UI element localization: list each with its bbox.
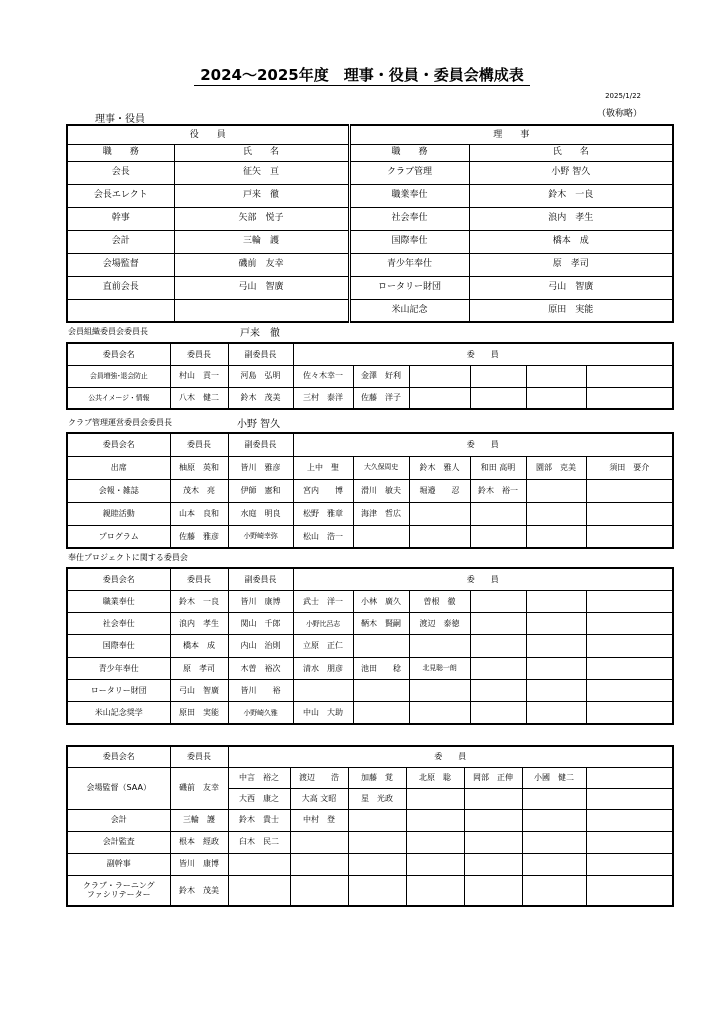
member-name [526,525,586,548]
member-name [586,657,673,679]
committee-name: 公共イメージ・情報 [67,387,170,409]
member-name [522,853,586,875]
committee-header: 委員会名 [67,746,170,767]
committee-name: 米山記念奨学 [67,702,170,724]
chair-header: 委員長 [170,433,228,456]
vice-chair-name: 皆川 康博 [228,590,293,612]
membership-section-label: 会員組織委員会委員長 [68,327,148,336]
member-name [348,831,406,853]
member-name [470,657,526,679]
table-row [67,657,673,679]
member-name [586,788,673,809]
member-name [470,525,526,548]
member-name [293,679,353,701]
member-name: 立原 正仁 [293,635,353,657]
chair-name: 村山 貢一 [170,365,228,387]
member-name: 星 光政 [348,788,406,809]
table-row [67,702,673,724]
directors-header: 理 事 [349,125,673,144]
committee-name-line: ファシリテーター [86,890,151,900]
director-role: ロータリー財団 [349,276,469,299]
committee-name: 副幹事 [67,853,170,875]
chair-name: 鈴木 一良 [170,590,228,612]
member-name: 和田 高明 [470,456,526,479]
member-name [406,831,464,853]
chair-name: 原田 実能 [170,702,228,724]
member-name: 中言 裕之 [228,767,290,788]
member-name [464,875,522,906]
chair-name: 八木 健二 [170,387,228,409]
member-name [353,525,409,548]
member-name [586,365,673,387]
member-name [409,525,470,548]
table-row [67,831,673,853]
vice-chair-name: 皆川 雅彦 [228,456,293,479]
member-name: 佐々木幸一 [293,365,353,387]
member-name [586,875,673,906]
committee-name [67,875,170,906]
committee-name: 会計監査 [67,831,170,853]
director-role: 米山記念 [349,299,469,322]
committee-name: 社会奉仕 [67,613,170,635]
chair-name: 磯前 友幸 [170,767,228,809]
member-name [522,875,586,906]
member-name: 小國 健二 [522,767,586,788]
committee-name: 青少年奉仕 [67,657,170,679]
honorifics-note: （敬称略） [596,109,642,119]
member-name [526,479,586,502]
member-name: 中山 大助 [293,702,353,724]
member-name [228,853,290,875]
table-row [67,875,673,906]
member-name [409,679,470,701]
member-name [464,831,522,853]
table-row [67,456,673,479]
member-name [526,365,586,387]
committee-name: 会計 [67,809,170,831]
officer-role: 会場監督 [67,253,174,276]
member-name [586,702,673,724]
committee-header: 委員会名 [67,568,170,590]
member-name [586,853,673,875]
table-row [67,525,673,548]
table-row [67,365,673,387]
table-row [67,809,673,831]
member-name: 渡辺 浩 [290,767,348,788]
member-name [470,613,526,635]
member-name [526,502,586,525]
member-name [409,365,470,387]
member-name: 三村 泰洋 [293,387,353,409]
table-row [67,387,673,409]
member-name: 鈴木 雅人 [409,456,470,479]
member-name [586,502,673,525]
officer-name: 磯前 友幸 [174,253,349,276]
vice-chair-name: 鈴木 茂美 [228,387,293,409]
member-name: 海津 哲広 [353,502,409,525]
officer-role-header: 職 務 [67,144,174,161]
vice-chair-name: 伊師 憲和 [228,479,293,502]
member-name: 加藤 覚 [348,767,406,788]
table-row [67,590,673,612]
member-name [348,875,406,906]
member-name: 鈴木 貴士 [228,809,290,831]
director-name: 浪内 孝生 [469,207,673,230]
member-name: 上中 聖 [293,456,353,479]
member-name [470,502,526,525]
director-name: 原 孝司 [469,253,673,276]
member-name [586,767,673,788]
member-name [526,657,586,679]
member-name [522,809,586,831]
chair-header: 委員長 [170,746,228,767]
officer-name-header: 氏 名 [174,144,349,161]
table-row [67,253,673,276]
chair-name: 橋本 成 [170,635,228,657]
committee-name-line: クラブ・ラーニング [82,881,155,891]
member-name [290,831,348,853]
member-name: 小林 廣久 [353,590,409,612]
member-name: 宮内 博 [293,479,353,502]
service-committee-table [66,567,674,725]
director-role: クラブ管理 [349,161,469,184]
chair-name: 鈴木 茂美 [170,875,228,906]
club-admin-section-label: クラブ管理運営委員会委員長 [68,418,172,427]
officers-header: 役 員 [67,125,349,144]
table-row [67,479,673,502]
table-row [67,613,673,635]
vice-chair-header: 副委員長 [228,433,293,456]
member-name [522,831,586,853]
member-name [470,365,526,387]
officer-name: 征矢 亘 [174,161,349,184]
club-admin-committee-table [66,432,674,549]
vice-chair-header: 副委員長 [228,343,293,365]
member-name: 臼木 民二 [228,831,290,853]
member-name [526,702,586,724]
table-row [67,853,673,875]
member-name: 北見聡一朗 [409,657,470,679]
vice-chair-name: 小野崎幸弥 [228,525,293,548]
committee-name: プログラム [67,525,170,548]
document-date: 2025/1/22 [605,92,641,100]
committee-name: ロータリー財団 [67,679,170,701]
members-header: 委 員 [228,746,673,767]
member-name: 中村 登 [290,809,348,831]
director-name-header: 氏 名 [469,144,673,161]
officer-name: 三輪 護 [174,230,349,253]
member-name [586,809,673,831]
officer-role: 幹事 [67,207,174,230]
member-name: 大西 康之 [228,788,290,809]
committee-name: 会場監督（SAA） [67,767,170,809]
member-name [406,809,464,831]
member-name: 滑川 敏夫 [353,479,409,502]
officers-directors-table [66,124,674,323]
officer-role: 会長エレクト [67,184,174,207]
member-name: 清水 朋彦 [293,657,353,679]
committee-name: 国際奉仕 [67,635,170,657]
director-name: 鈴木 一良 [469,184,673,207]
member-name [353,679,409,701]
member-name: 北原 聡 [406,767,464,788]
officer-role: 会長 [67,161,174,184]
committee-name: 出席 [67,456,170,479]
member-name [586,525,673,548]
member-name [526,613,586,635]
member-name [470,679,526,701]
member-name [470,387,526,409]
member-name [353,702,409,724]
vice-chair-name: 皆川 裕 [228,679,293,701]
member-name [526,679,586,701]
chair-name: 佐藤 雅彦 [170,525,228,548]
director-name: 原田 実能 [469,299,673,322]
vice-chair-name: 小野崎久雅 [228,702,293,724]
member-name [586,590,673,612]
membership-committee-table [66,342,674,410]
member-name: 岡部 正伸 [464,767,522,788]
table-row [67,230,673,253]
committee-name: 会報・雑誌 [67,479,170,502]
member-name [522,788,586,809]
member-name [586,613,673,635]
member-name [348,853,406,875]
officer-role [67,299,174,322]
chair-name: 原 孝司 [170,657,228,679]
member-name: 堀邉 忍 [409,479,470,502]
chair-name: 茂木 亮 [170,479,228,502]
members-header: 委 員 [293,568,673,590]
committee-header: 委員会名 [67,433,170,456]
member-name: 松野 雅章 [293,502,353,525]
chair-header: 委員長 [170,343,228,365]
member-name [464,853,522,875]
members-header: 委 員 [293,343,673,365]
member-name: 渡辺 泰徳 [409,613,470,635]
table-row [67,679,673,701]
member-name [470,635,526,657]
chair-name: 柚原 英和 [170,456,228,479]
club-admin-chair-name: 小野 智久 [237,419,281,430]
member-name [409,387,470,409]
committee-name: 会員増強･退会防止 [67,365,170,387]
member-name [586,479,673,502]
member-name [406,788,464,809]
chair-name: 弓山 智廣 [170,679,228,701]
officer-name: 戸来 徹 [174,184,349,207]
chair-name: 山本 良和 [170,502,228,525]
member-name: 鞆木 賢嗣 [353,613,409,635]
member-name [586,635,673,657]
member-name [406,853,464,875]
member-name: 園部 克美 [526,456,586,479]
committee-header: 委員会名 [67,343,170,365]
table-row [67,207,673,230]
member-name [470,590,526,612]
member-name: 松山 浩一 [293,525,353,548]
member-name [586,831,673,853]
vice-chair-header: 副委員長 [228,568,293,590]
officers-section-label: 理事・役員 [95,114,145,125]
director-name: 橋本 成 [469,230,673,253]
member-name [409,702,470,724]
member-name [470,702,526,724]
member-name: 小野比呂志 [293,613,353,635]
member-name [406,875,464,906]
chair-name: 根本 經政 [170,831,228,853]
officer-name: 矢部 悦子 [174,207,349,230]
member-name [290,853,348,875]
table-row [67,161,673,184]
officer-role: 会計 [67,230,174,253]
director-name: 弓山 智廣 [469,276,673,299]
other-committee-table [66,745,674,907]
chair-name: 浪内 孝生 [170,613,228,635]
members-header: 委 員 [293,433,673,456]
director-role: 職業奉仕 [349,184,469,207]
member-name [409,502,470,525]
director-role-header: 職 務 [349,144,469,161]
member-name: 須田 要介 [586,456,673,479]
director-role: 国際奉仕 [349,230,469,253]
table-row [67,299,673,322]
table-row [67,276,673,299]
service-section-label: 奉仕プロジェクトに関する委員会 [68,553,188,562]
vice-chair-name: 水庭 明良 [228,502,293,525]
member-name [348,809,406,831]
table-row [67,184,673,207]
chair-name: 三輪 護 [170,809,228,831]
member-name [526,635,586,657]
member-name: 武士 洋一 [293,590,353,612]
committee-name: 親睦活動 [67,502,170,525]
member-name [409,635,470,657]
member-name [586,387,673,409]
vice-chair-name: 木曽 裕次 [228,657,293,679]
director-role: 社会奉仕 [349,207,469,230]
vice-chair-name: 河島 弘明 [228,365,293,387]
member-name: 池田 稔 [353,657,409,679]
page-title: 2024〜2025年度 理事・役員・委員会構成表 [0,64,724,85]
chair-name: 皆川 康博 [170,853,228,875]
committee-name: 職業奉仕 [67,590,170,612]
member-name: 大高 文昭 [290,788,348,809]
vice-chair-name: 内山 治則 [228,635,293,657]
member-name [464,788,522,809]
member-name [586,679,673,701]
member-name: 佐藤 洋子 [353,387,409,409]
officer-name: 弓山 智廣 [174,276,349,299]
member-name [526,387,586,409]
member-name [353,635,409,657]
table-row [67,767,673,788]
director-role: 青少年奉仕 [349,253,469,276]
table-row [67,502,673,525]
member-name: 曽根 徹 [409,590,470,612]
member-name: 鈴木 裕一 [470,479,526,502]
member-name [228,875,290,906]
vice-chair-name: 関山 千郎 [228,613,293,635]
member-name: 金澤 好利 [353,365,409,387]
officer-role: 直前会長 [67,276,174,299]
director-name: 小野 智久 [469,161,673,184]
officer-name [174,299,349,322]
membership-chair-name: 戸来 徹 [240,328,280,339]
table-row [67,635,673,657]
member-name [290,875,348,906]
member-name [464,809,522,831]
chair-header: 委員長 [170,568,228,590]
member-name [526,590,586,612]
member-name: 大久保周史 [353,456,409,479]
